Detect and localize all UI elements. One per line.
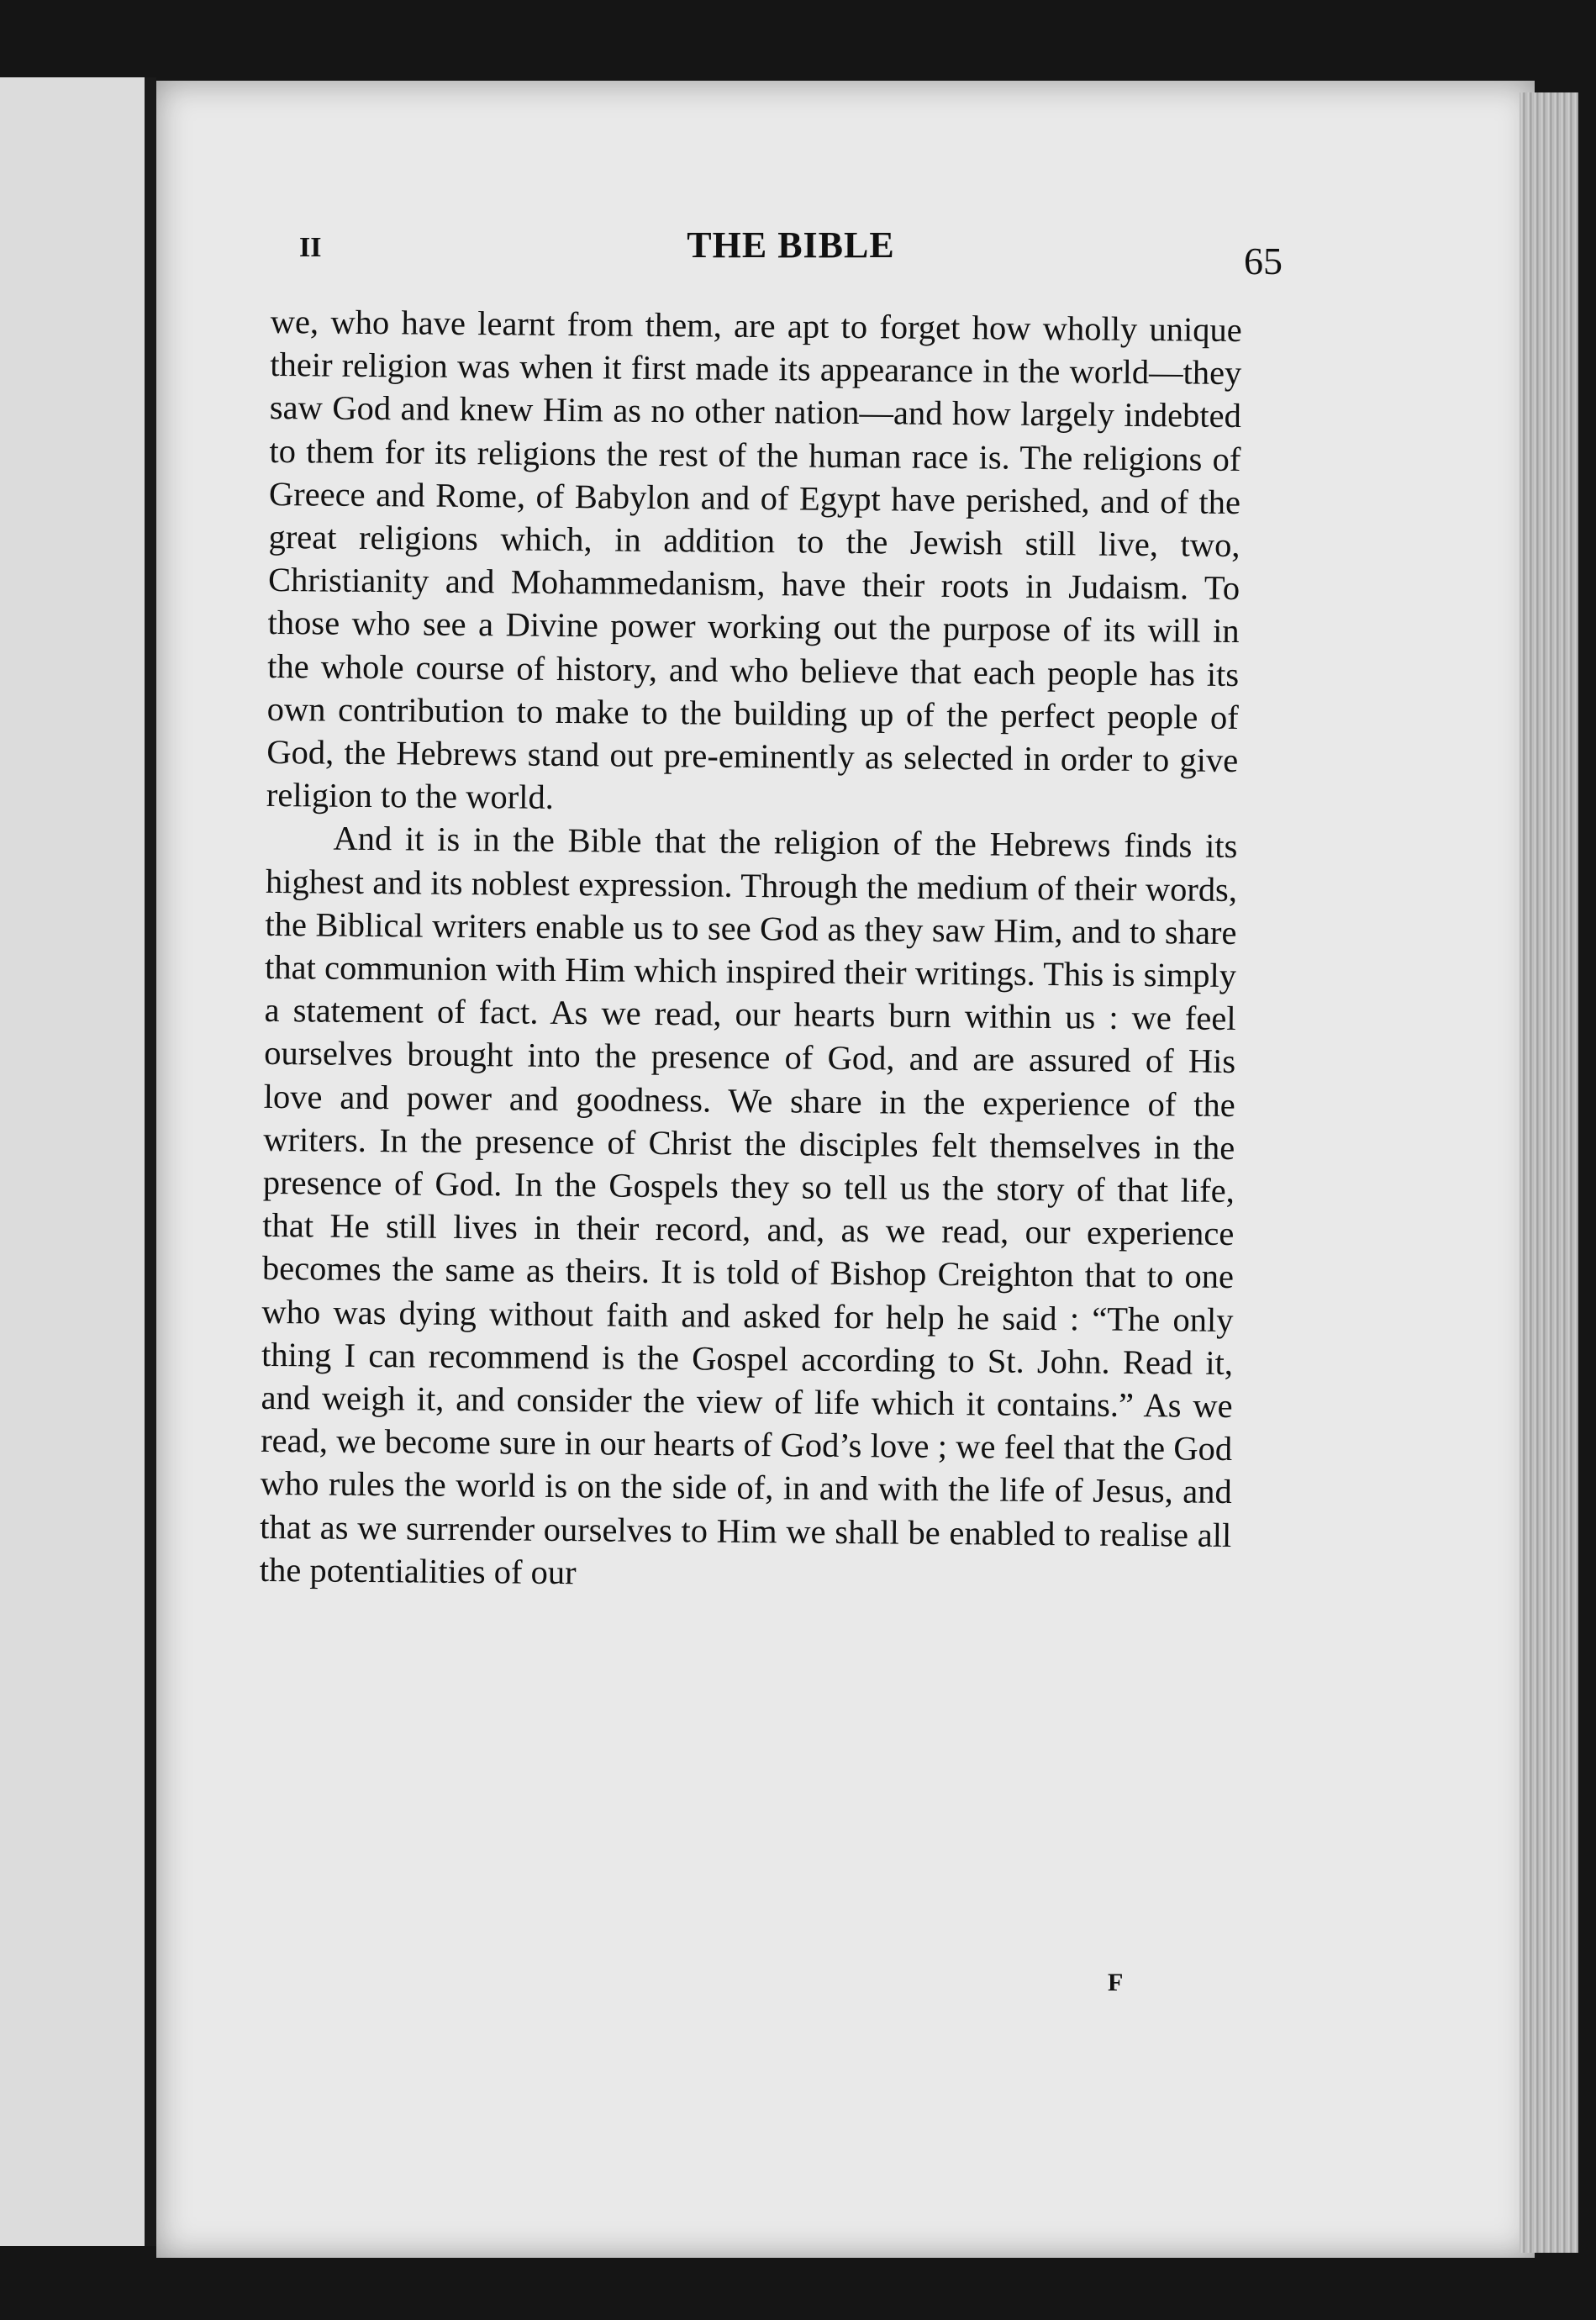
body-text	[260, 300, 1242, 1600]
signature-mark: F	[1108, 1969, 1124, 1996]
running-title: THE BIBLE	[687, 224, 895, 266]
page-number: 65	[1244, 240, 1283, 282]
chapter-number: II	[299, 232, 322, 263]
facing-page-edge	[0, 77, 156, 2246]
paragraph: And it is in the Bible that the religion of the Hebrews finds its highest and its noblest expression. Through the medium of their words, the Biblical writers enable us to see God as they saw Him, and to share that communion with Him which inspired their writings. This is simply a statement of fact. As we read, our hearts burn within us : we feel ourselves brought into the presence of God, and are assured of His love and power and goodness. We share in the experience of the writers. In the presence of Christ the disciples felt themselves in the presence of God. In the Gospels they so tell us the story of that life, that He still lives in their record, and, as we read, our experience becomes the same as theirs. It is told of Bishop Creighton that to one who was dying without faith and asked for help he said : “The only thing I can recommend is the Gospel according to St. John. Read it, and weigh it, and consider the view of life which it contains.” As we read, we become sure in our hearts of God’s love ; we feel that the God who rules the world is on the side of, in and with the life of Jesus, and that as we surrender ourselves to Him we shall be enabled to realise all the potentialities of our	[259, 820, 1238, 1592]
running-head	[299, 220, 1283, 282]
page-fore-edge	[1520, 92, 1578, 2253]
paragraph: we, who have learnt from them, are apt to forget how wholly unique their religion was when it first made its appearance in the world—they saw God and knew Him as no other nation—and how largely indebted to them for its religions the rest of the human race is. The religions of Greece and Rome, of Babylon and of Egypt have perished, and of the great religions which, in addition to the Jewish still live, two, Christianity and Mohammedanism, have their roots in Judaism. To those who see a Divine power working out the purpose of its will in the whole course of history, and who believe that each people has its own contribution to make to the building up of the perfect people of God, the Hebrews stand out pre-eminently as selected in order to give religion to the world.	[266, 302, 1242, 817]
